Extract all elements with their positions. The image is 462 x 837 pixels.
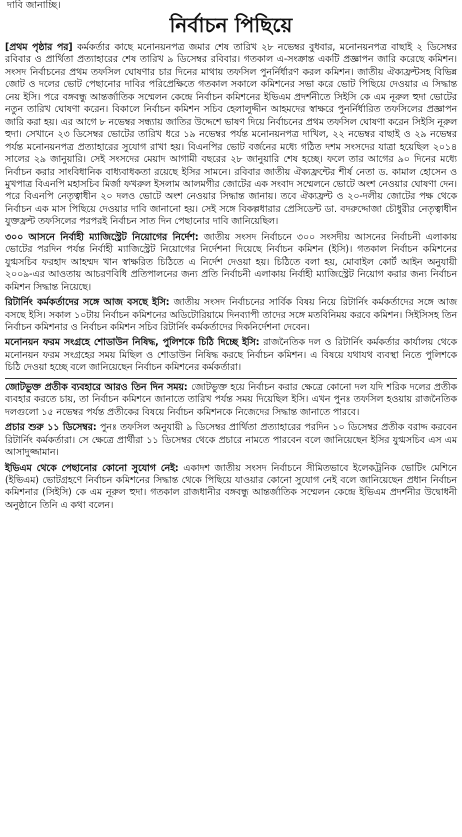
article-headline: নির্বাচন পিছিয়ে [169,13,293,37]
paragraph-text: জাতীয় সংসদ নির্বাচনে ৩০০ সংসদীয় আসনের নির্বাচনী এলাকায় ভোটের পরদিন পর্যন্ত নির্বাহী ম্যাজিস্ট্রেট নিয়োগের নির্দেশনা দিয়েছে নির্বাচন কমিশন (ইসি)। গতকাল নির্বাচন কমিশনের যুগ্মসচিব ফরহাদ আহম্মদ খান স্বাক্ষরিত চিঠিতে এ নির্দেশ দেওয়া হয়। চিঠিতে বলা হয়, মোবাইল কোর্ট আইন অনুযায়ী ২০০৯-এর আওতায় আচরণবিধি প্রতিপালনের জন্য প্রতি নির্বাচনী এলাকায় নির্বাহী ম্যাজিস্ট্রেট নিয়োগ করার জন্য নির্বাচন কমিশন সিদ্ধান্ত নিয়েছে। [5,231,457,293]
continuation-marker: [প্রথম পৃষ্ঠার পর] [5,42,73,53]
article-body [5,42,457,512]
article-paragraph-alliance-symbol [5,382,457,419]
paragraph-text: একাদশ জাতীয় সংসদ নির্বাচনে সীমিতভাবে ইলেকট্রনিক ভোটিং মেশিনে (ইভিএম) ভোটগ্রহণে নির্বাচন কমিশনের সিদ্ধান্ত থেকে পিছিয়ে যাওয়ার কোনো সুযোগ নেই বলে জানিয়েছেন প্রধান নির্বাচন কমিশনার (সিইসি) কে এম নূরুল হুদা। গতকাল রাজধানীর বঙ্গবন্ধু আন্তর্জাতিক সম্মেলন কেন্দ্রে ইভিএম প্রদর্শনীর উদ্বোধনী অনুষ্ঠানে তিনি এ কথা বলেন। [5,462,457,511]
paragraph-text: জোটভুক্ত হয়ে নির্বাচন করার ক্ষেত্রে কোনো দল যদি শরিক দলের প্রতীক ব্যবহার করতে চায়, তা নির্বাচন কমিশনে জানাতে তারিখ পর্যন্ত সময় দিয়েছিল ইসি। এখন পুনঃ তফসিল হওয়ায় রাজনৈতিক দলগুলো ১৫ নভেম্বর পর্যন্ত প্রতীকের বিষয়ে নির্বাচন কমিশনকে নিজেদের সিদ্ধান্ত জানাতে পারবে। [5,381,457,418]
subheading: ৩০০ আসনে নির্বাহী ম্যাজিস্ট্রেট নিয়োগের নির্দেশ: [5,231,199,243]
article-paragraph-showdown-ban [5,337,457,374]
subheading: ইভিএম থেকে পেছানোর কোনো সুযোগ নেই: [5,462,179,474]
paragraph-text: জাতীয় সংসদ নির্বাচনের সার্বিক বিষয় নিয়ে রিটার্নিং কর্মকর্তাদের সঙ্গে আজ বসছে ইসি। সকাল ১০টায় নির্বাচন কমিশনের অডিটোরিয়ামে দিনব্যাপী তাদের সঙ্গে মতবিনিময় করবে কমিশন। সিইসিসহ তিন নির্বাচন কমিশনার ও নির্বাচন কমিশন সচিব রিটার্নিং কর্মকর্তাদের দিকনির্দেশনা দেবেন। [5,297,457,333]
subheading: মনোনয়ন ফরম সংগ্রহে শোডাউন নিষিদ্ধ, পুলিশকে চিঠি দিচ্ছে ইসি: [5,337,260,349]
article-paragraph-magistrates [5,232,457,294]
section-divider [5,378,457,379]
article-paragraph-continuation [5,42,457,229]
subheading: প্রচার শুরু ১১ ডিসেম্বর: [5,422,97,434]
subheading: রিটার্নিং কর্মকর্তাদের সঙ্গে আজ বসছে ইসি: [5,297,170,309]
article-paragraph-returning-officers [5,297,457,334]
paragraph-text: রাজনৈতিক দল ও রিটার্নিং কর্মকর্তার কার্যালয় থেকে মনোনয়ন ফরম সংগ্রহের সময় মিছিল ও শোডাউন নিষিদ্ধ করছে নির্বাচন কমিশন। এ বিষয়ে যথাযথ ব্যবস্থা নিতে পুলিশকে চিঠি দেওয়া হচ্ছে বলে জানিয়েছেন নির্বাচন কমিশনের কর্মকর্তারা। [5,337,457,374]
paragraph-text: পুনঃ তফসিল অনুযায়ী ৯ ডিসেম্বর প্রার্থিতা প্রত্যাহারের পরদিন ১০ ডিসেম্বর প্রতীক বরাদ্দ করবেন রিটার্নিং কর্মকর্তারা। সে ক্ষেত্রে প্রার্থীরা ১১ ডিসেম্বর থেকে প্রচারে নামতে পারবেন বলে জানিয়েছেন ইসির যুগ্মসচিব এস এম আসাদুজ্জামান। [5,422,457,459]
paragraph-text: কর্মকর্তার কাছে মনোনয়নপত্র জমার শেষ তারিখ ২৮ নভেম্বর বুধবার, মনোনয়নপত্র বাছাই ২ ডিসেম্বর রবিবার ও প্রার্থিতা প্রত্যাহারের শেষ তারিখ ৯ ডিসেম্বর রবিবার। গতকাল এ-সংক্রান্ত একটি প্রজ্ঞাপন জারি করেছে কমিশন। সংসদ নির্বাচনের প্রথম তফসিল ঘোষণার চার দিনের মাথায় তফসিল পুনর্নির্ধারণ করল কমিশন। জাতীয় ঐক্যফ্রন্টসহ বিভিন্ন জোট ও দলের ভোট পেছানোর দাবির পরিপ্রেক্ষিতে গতকাল সকালে কমিশনের সভা করে ভোট পিছিয়ে দেওয়ার এ সিদ্ধান্ত নেয় ইসি। পরে বঙ্গবন্ধু আন্তর্জাতিক সম্মেলন কেন্দ্রে নির্বাচন কমিশনের ইভিএম প্রদর্শনীতে সিইসি কে এম নূরুল হুদা ভোটের নতুন তারিখ ঘোষণা করেন। বিকালে নির্বাচন কমিশন সচিব হেলালুদ্দীন আহমদের স্বাক্ষরে পুনর্নির্ধারিত তফসিলের প্রজ্ঞাপন জারি করা হয়। এর আগে ৮ নভেম্বর সন্ধ্যায় জাতির উদ্দেশে ভাষণ দিয়ে নির্বাচনের প্রথম তফসিল ঘোষণা করেন সিইসি নূরুল হুদা। সেখানে ২৩ ডিসেম্বর ভোটের তারিখ ধরে ১৯ নভেম্বর পর্যন্ত মনোনয়নপত্র দাখিল, ২২ নভেম্বর বাছাই ও ২৯ নভেম্বর পর্যন্ত মনোনয়নপত্র প্রত্যাহারের সুযোগ রাখা হয়। বিএনপির ভোট বর্জনের মধ্যে গঠিত দশম সংসদের যাত্রা হয়েছিল ২০১৪ সালের ২৯ জানুয়ারি। সেই সংসদের মেয়াদ আগামী বছরের ২৮ জানুয়ারি শেষ হচ্ছে। ফলে তার আগের ৯০ দিনের মধ্যে নির্বাচন করার সাংবিধানিক বাধ্যবাধকতা রয়েছে ইসির সামনে। রবিবার জাতীয় ঐক্যফ্রন্টের শীর্ষ নেতা ড. কামাল হোসেন ও মুখপাত্র বিএনপি মহাসচিব মির্জা ফখরুল ইসলাম আলমগীর জোটের এক সংবাদ সম্মেলনে ভোটে অংশ নেওয়ার ঘোষণা দেন। পরে বিএনপি নেতৃত্বাধীন ২০ দলও ভোটে অংশ নেওয়ার সিদ্ধান্ত জানায়। তবে ঐক্যফ্রন্ট ও ২০-দলীয় জোটের পক্ষ থেকে নির্বাচন এক মাস পিছিয়ে দেওয়ার দাবি জানানো হয়। সেই সঙ্গে বিকল্পধারার প্রেসিডেন্ট ডা. বদরুদ্দোজা চৌধুরীর নেতৃত্বাধীন যুক্তফ্রন্ট তফসিলের পরপরই নির্বাচন সাত দিন পেছানোর দাবি জানিয়েছিল। [5,42,457,228]
subheading: জোটভুক্ত প্রতীক ব্যবহারে আরও তিন দিন সময়: [5,381,188,393]
previous-article-fragment: দাবি জানাচ্ছি। [7,0,61,11]
article-paragraph-evm [5,463,457,513]
article-paragraph-campaign-start [5,422,457,459]
